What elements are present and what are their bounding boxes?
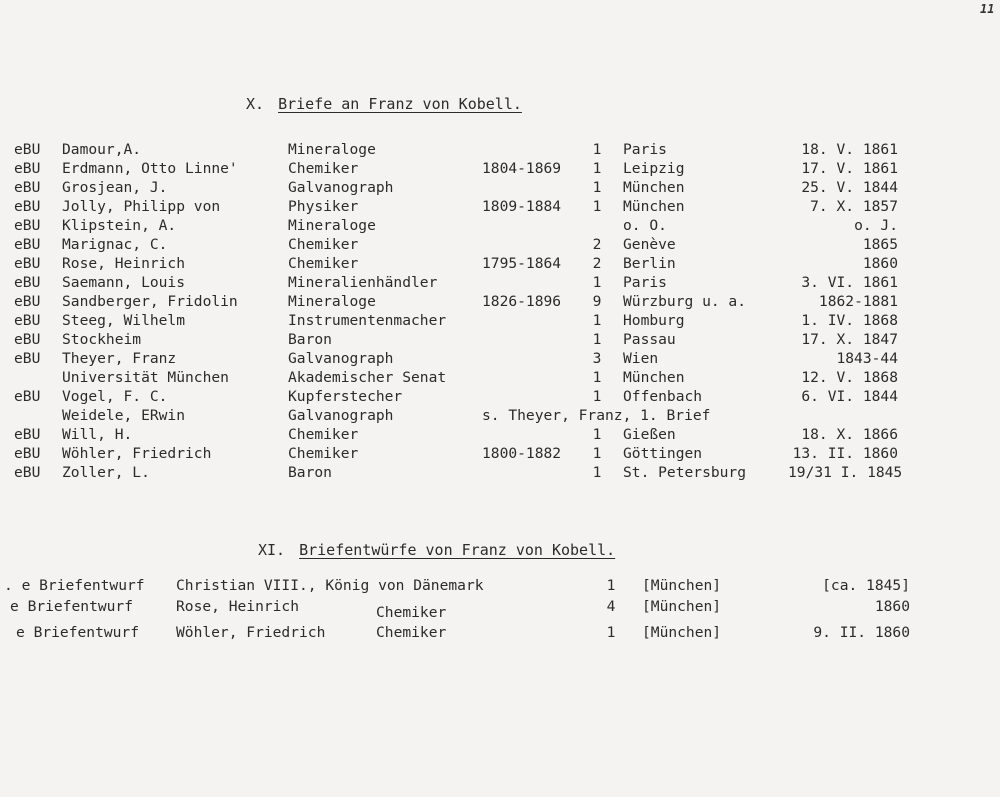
letter-count: 1 [592,198,602,215]
signature: eBU [14,388,41,405]
profession: Galvanograph [288,179,394,196]
letter-date: 18. V. 1861 [801,141,898,158]
signature: eBU [14,179,41,196]
profession: Mineraloge [288,293,376,310]
correspondent-name: Jolly, Philipp von [62,198,221,215]
place: [München] [642,577,722,594]
correspondent-name: Damour,A. [62,141,142,158]
letter-count: 1 [592,369,602,386]
letter-date: 1860 [862,255,898,272]
letter-date: 13. II. 1860 [792,445,898,462]
draft-date: [ca. 1845] [822,577,910,594]
signature: eBU [14,426,41,443]
place: Leipzig [623,160,685,177]
correspondent-name: Weidele, ERwin [62,407,186,424]
draft-date: 9. II. 1860 [813,624,910,641]
table-row [0,464,1000,483]
correspondent-name: Will, H. [62,426,133,443]
profession: Galvanograph [288,407,394,424]
recipient-name: Rose, Heinrich [176,598,300,615]
table-row [0,598,1000,621]
profession: Chemiker [376,604,447,621]
letter-count: 2 [592,255,602,272]
correspondent-name: Steeg, Wilhelm [62,312,186,329]
letter-date: 1865 [862,236,898,253]
signature: eBU [14,217,41,234]
draft-count: 4 [606,598,616,615]
life-dates: 1800-1882 [482,445,562,462]
profession: Baron [288,331,332,348]
correspondent-name: Rose, Heinrich [62,255,186,272]
letter-date: o. J. [854,217,898,234]
letter-date: 19/31 I. 1845 [788,464,903,481]
place: St. Petersburg [623,464,747,481]
cross-reference-note: s. Theyer, Franz, 1. Brief [482,407,711,424]
place: Genève [623,236,676,253]
correspondent-name: Grosjean, J. [62,179,168,196]
place: Passau [623,331,676,348]
signature: eBU [14,312,41,329]
correspondent-name: Vogel, F. C. [62,388,168,405]
letter-count: 1 [592,179,602,196]
profession: Chemiker [288,255,359,272]
letter-count: 3 [592,350,602,367]
letter-date: 17. V. 1861 [801,160,898,177]
profession: Physiker [288,198,359,215]
place: Göttingen [623,445,703,462]
correspondent-name: Erdmann, Otto Linne' [62,160,238,177]
profession: Instrumentenmacher [288,312,447,329]
section-heading-x [246,95,522,113]
letter-count: 1 [592,331,602,348]
table-row [0,350,1000,369]
table-row [0,407,1000,426]
correspondent-name: Theyer, Franz [62,350,177,367]
letter-date: 1862-1881 [818,293,898,310]
place: München [623,179,685,196]
life-dates: 1804-1869 [482,160,562,177]
signature: eBU [14,445,41,462]
signature: e Briefentwurf [16,624,140,641]
section-title: Briefentwürfe von Franz von Kobell. [299,541,616,559]
correspondent-name: Klipstein, A. [62,217,177,234]
letter-count: 1 [592,312,602,329]
correspondent-name: Universität München [62,369,229,386]
draft-count: 1 [606,577,616,594]
place: Offenbach [623,388,703,405]
signature: e Briefentwurf [10,598,134,615]
letter-date: 25. V. 1844 [801,179,898,196]
section-title: Briefe an Franz von Kobell. [278,95,522,113]
table-row [0,445,1000,464]
signature: eBU [14,350,41,367]
place: Würzburg u. a. [623,293,747,310]
signature: eBU [14,464,41,481]
profession: Chemiker [288,445,359,462]
profession: Galvanograph [288,350,394,367]
place: Paris [623,274,667,291]
letter-count: 1 [592,141,602,158]
place: Paris [623,141,667,158]
correspondent-name: Saemann, Louis [62,274,186,291]
recipient-name: Christian VIII., König von Dänemark [176,577,484,594]
life-dates: 1795-1864 [482,255,562,272]
letter-count: 1 [592,274,602,291]
place: [München] [642,624,722,641]
profession: Baron [288,464,332,481]
signature: eBU [14,141,41,158]
letter-count: 1 [592,388,602,405]
page-number: 11 [980,2,995,16]
life-dates: 1826-1896 [482,293,562,310]
place: [München] [642,598,722,615]
letter-date: 1. IV. 1868 [801,312,898,329]
place: München [623,369,685,386]
place: Berlin [623,255,676,272]
place: Homburg [623,312,685,329]
letter-date: 6. VI. 1844 [801,388,898,405]
profession: Mineralienhändler [288,274,438,291]
profession: Mineraloge [288,141,376,158]
letter-count: 9 [592,293,602,310]
table-row [0,160,1000,179]
table-row [0,624,1000,644]
letter-count: 1 [592,160,602,177]
signature: eBU [14,236,41,253]
signature: eBU [14,255,41,272]
letter-date: 17. X. 1847 [801,331,898,348]
signature: . e Briefentwurf [4,577,145,594]
draft-date: 1860 [874,598,910,615]
table-row [0,217,1000,236]
place: o. O. [623,217,667,234]
signature: eBU [14,274,41,291]
letter-date: 12. V. 1868 [801,369,898,386]
letter-date: 7. X. 1857 [810,198,898,215]
recipient-name: Wöhler, Friedrich [176,624,326,641]
profession: Kupferstecher [288,388,403,405]
table-row [0,577,1000,597]
table-row [0,369,1000,388]
draft-count: 1 [606,624,616,641]
table-row [0,426,1000,445]
correspondent-name: Zoller, L. [62,464,150,481]
letter-count: 1 [592,426,602,443]
correspondent-name: Stockheim [62,331,142,348]
profession: Chemiker [288,426,359,443]
table-row [0,198,1000,217]
place: Wien [623,350,659,367]
signature: eBU [14,198,41,215]
profession: Chemiker [288,236,359,253]
table-row [0,179,1000,198]
table-row [0,236,1000,255]
signature: eBU [14,293,41,310]
correspondent-name: Wöhler, Friedrich [62,445,212,462]
signature: eBU [14,331,41,348]
place: München [623,198,685,215]
profession: Akademischer Senat [288,369,447,386]
letter-count: 2 [592,236,602,253]
letter-date: 3. VI. 1861 [801,274,898,291]
correspondent-name: Sandberger, Fridolin [62,293,238,310]
signature: eBU [14,160,41,177]
section-number: XI. [258,541,286,559]
table-row [0,274,1000,293]
table-row [0,141,1000,160]
table-row [0,331,1000,350]
table-row [0,312,1000,331]
profession: Chemiker [288,160,359,177]
profession: Mineraloge [288,217,376,234]
place: Gießen [623,426,676,443]
table-row [0,255,1000,274]
profession: Chemiker [376,624,447,641]
section-heading-xi [258,541,615,559]
letter-count: 1 [592,445,602,462]
section-number: X. [246,95,265,113]
letter-date: 1843-44 [836,350,898,367]
letter-date: 18. X. 1866 [801,426,898,443]
table-row [0,293,1000,312]
table-row [0,388,1000,407]
correspondent-name: Marignac, C. [62,236,168,253]
life-dates: 1809-1884 [482,198,562,215]
letter-count: 1 [592,464,602,481]
